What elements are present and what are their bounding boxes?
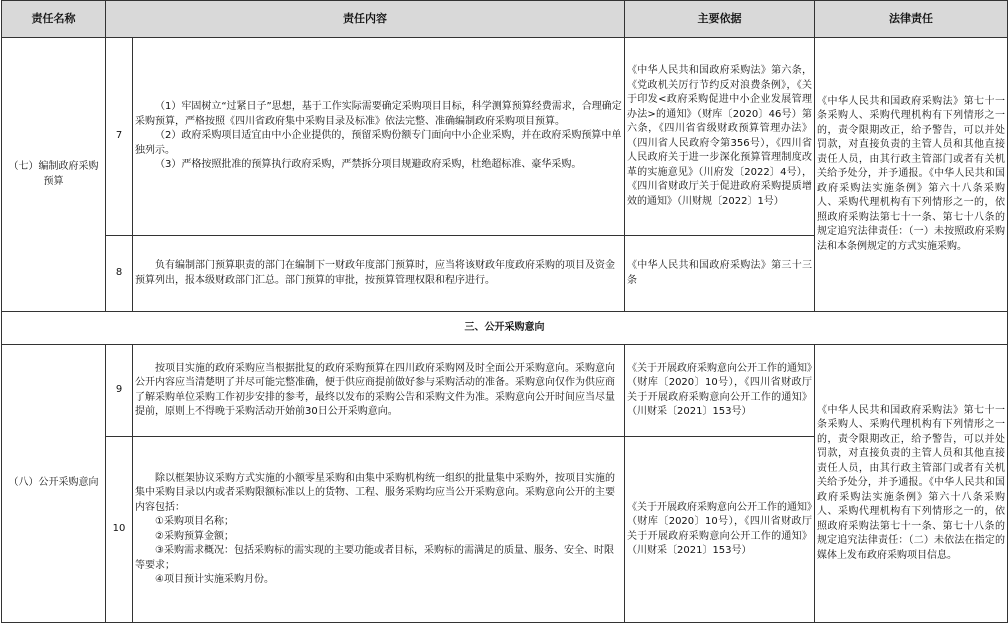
table-row: [2, 345, 1008, 437]
header-basis: 主要依据: [625, 1, 815, 38]
responsibility-content: [133, 345, 625, 437]
row-number: 8: [106, 236, 133, 312]
responsibility-table: [1, 0, 1008, 623]
responsibility-name-8: （八）公开采购意向: [2, 345, 106, 623]
legal-liability-8: 《中华人民共和国政府采购法》第七十一条采购人、采购代理机构有下列情形之一的，责令限期改正，给予警告，可以并处罚款，对直接负责的主管人员和其他直接责任人员，由其行政主管部门或者有关机关给予处分，并予通报。《中华人民共和国政府采购法实施条例》第六十八条采购人、采购代理机构有下列情形之一的，依照政府采购法第七十一条、第七十八条的规定追究法律责任：（二）未依法在指定的媒体上发布政府采购项目信息。: [815, 345, 1008, 623]
responsibility-content: [133, 437, 625, 623]
main-basis: 《关于开展政府采购意向公开工作的通知》（财库〔2020〕10号），《四川省财政厅关于开展政府采购意向公开工作的通知》（川财采〔2021〕153号）: [625, 345, 815, 437]
table-header-row: [2, 1, 1008, 38]
responsibility-content: [133, 38, 625, 236]
content-paragraph: （3）严格按照批准的预算执行政府采购，严禁拆分项目规避政府采购，杜绝超标准、豪华采购。: [155, 159, 582, 171]
content-paragraph: 按项目实施的政府采购应当根据批复的政府采购预算在四川政府采购网及时全面公开采购意向。采购意向公开内容应当清楚明了并尽可能完整准确，便于供应商提前做好参与采购活动的准备。采购意向仅作为供应商了解采购单位采购工作初步安排的参考，最终以发布的采购公告和采购文件为准。采购意向公开时间应当尽量提前，原则上不得晚于采购活动开始前30日公开采购意向。: [135, 362, 615, 417]
content-list-item: ②采购预算金额；: [155, 530, 234, 542]
row-number: 9: [106, 345, 133, 437]
section-title: 三、公开采购意向: [2, 312, 1008, 345]
section-row: [2, 312, 1008, 345]
table-row: [2, 38, 1008, 236]
row-number: 7: [106, 38, 133, 236]
header-name: 责任名称: [2, 1, 106, 38]
content-list-item: ④项目预计实施采购月份。: [155, 574, 274, 585]
main-basis: 《中华人民共和国政府采购法》第六条，《党政机关厉行节约反对浪费条例》，《关于印发<政府采购促进中小企业发展管理办法>的通知》（财库〔2020〕46号）第六条，《四川省省级财政预算管理办法》（四川省人民政府令第356号），《四川省人民政府关于进一步深化预算管理制度改革的实施意见》（川府发〔2022〕4号），《四川省财政厅关于促进政府采购提质增效的通知》（川财规〔2022〕1号）: [625, 38, 815, 236]
content-paragraph: （2）政府采购项目适宜由中小企业提供的，预留采购份额专门面向中小企业采购，并在政府采购预算中单独列示。: [135, 130, 622, 156]
header-content: 责任内容: [106, 1, 625, 38]
main-basis: 《中华人民共和国政府采购法》第三十三条: [625, 236, 815, 312]
responsibility-content: [133, 236, 625, 312]
content-paragraph: 负有编制部门预算职责的部门在编制下一财政年度部门预算时，应当将该财政年度政府采购的项目及资金预算列出，报本级财政部门汇总。部门预算的审批，按预算管理权限和程序进行。: [135, 260, 615, 286]
content-paragraph: （1）牢固树立“过紧日子”思想，基于工作实际需要确定采购项目目标，科学测算预算经费需求，合理确定采购预算，严格按照《四川省政府集中采购目录及标准》依法完整、准确编制政府采购项目预算。: [135, 101, 622, 127]
row-number: 10: [106, 437, 133, 623]
content-list-item: ③采购需求概况：包括采购标的需实现的主要功能或者目标，采购标的需满足的质量、服务、安全、时限等要求；: [135, 545, 614, 571]
responsibility-name-7: （七）编制政府采购预算: [2, 38, 106, 312]
content-list-item: ①采购项目名称；: [155, 516, 234, 527]
main-basis: 《关于开展政府采购意向公开工作的通知》（财库〔2020〕10号），《四川省财政厅关于开展政府采购意向公开工作的通知》（川财采〔2021〕153号）: [625, 437, 815, 623]
header-legal: 法律责任: [815, 1, 1008, 38]
legal-liability-7: 《中华人民共和国政府采购法》第七十一条采购人、采购代理机构有下列情形之一的，责令限期改正，给予警告，可以并处罚款，对直接负责的主管人员和其他直接责任人员，由其行政主管部门或者有关机关给予处分，并予通报。《中华人民共和国政府采购法实施条例》第六十八条采购人、采购代理机构有下列情形之一的，依照政府采购法第七十一条、第七十八条的规定追究法律责任：（一）未按照政府采购法和本条例规定的方式实施采购。: [815, 38, 1008, 312]
content-paragraph: 除以框架协议采购方式实施的小额零星采购和由集中采购机构统一组织的批量集中采购外，按项目实施的集中采购目录以内或者采购限额标准以上的货物、工程、服务采购均应当公开采购意向。采购意向公开的主要内容包括：: [135, 472, 615, 513]
